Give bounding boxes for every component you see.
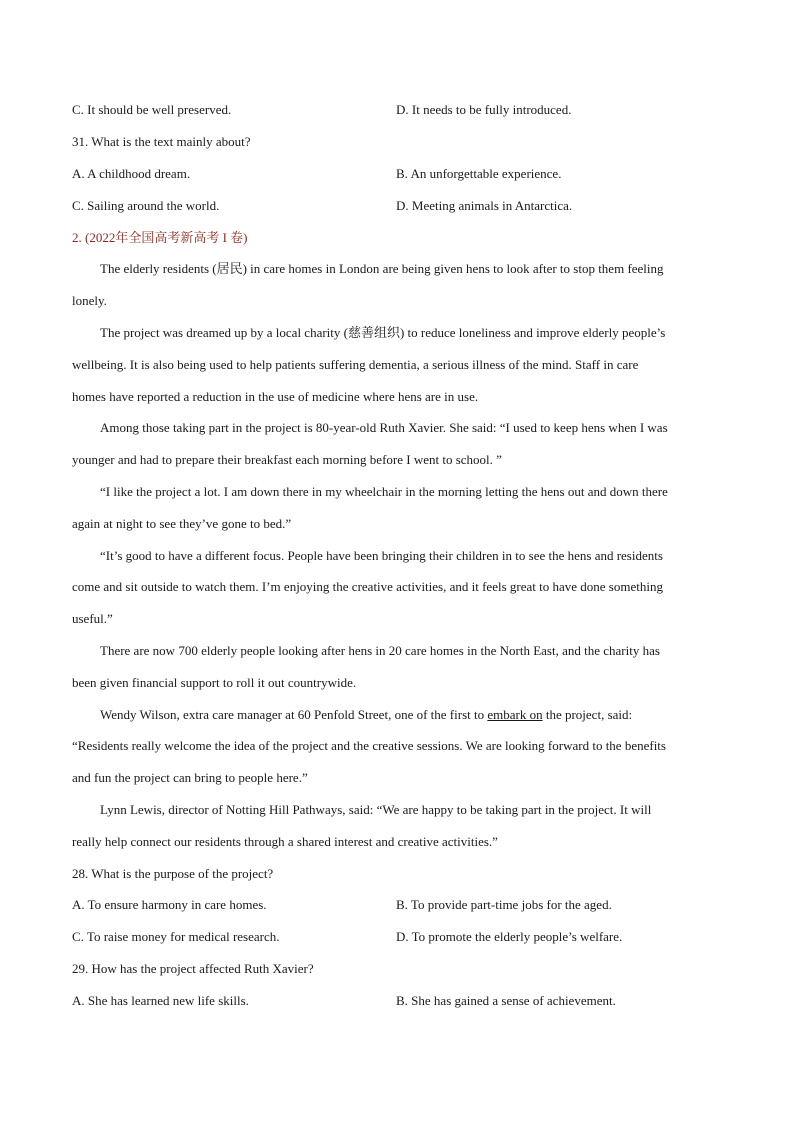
passage-line: homes have reported a reduction in the use of medicine where hens are in use.: [72, 389, 479, 404]
question-28-option-b: B. To provide part-time jobs for the aged.: [396, 897, 612, 912]
passage-line: again at night to see they’ve gone to bed.”: [72, 516, 292, 531]
section-heading: 2. (2022年全国高考新高考 I 卷): [72, 230, 248, 245]
passage-line: useful.”: [72, 611, 113, 626]
question-28-option-c: C. To raise money for medical research.: [72, 929, 280, 944]
passage-line: “Residents really welcome the idea of the project and the creative sessions. We are looking forward to the benefits: [72, 738, 666, 753]
passage-line: The elderly residents (居民) in care homes in London are being given hens to look after to stop them feeling: [100, 261, 664, 276]
underlined-phrase: embark on: [487, 707, 543, 722]
passage-line: really help connect our residents through a shared interest and creative activities.”: [72, 834, 498, 849]
question-28-option-d: D. To promote the elderly people’s welfare.: [396, 929, 623, 944]
passage-line: wellbeing. It is also being used to help patients suffering dementia, a serious illness of the mind. Staff in care: [72, 357, 639, 372]
question-31-option-c: C. Sailing around the world.: [72, 198, 220, 213]
question-29-option-b: B. She has gained a sense of achievement.: [396, 993, 616, 1008]
passage-line: The project was dreamed up by a local charity (慈善组织) to reduce loneliness and improve elderly people’s: [100, 325, 666, 340]
passage-line: and fun the project can bring to people here.”: [72, 770, 308, 785]
question-28-option-a: A. To ensure harmony in care homes.: [72, 897, 267, 912]
question-28-stem: 28. What is the purpose of the project?: [72, 866, 274, 881]
passage-line: lonely.: [72, 293, 107, 308]
question-31-stem: 31. What is the text mainly about?: [72, 134, 251, 149]
question-31-option-a: A. A childhood dream.: [72, 166, 191, 181]
passage-line: Among those taking part in the project is 80-year-old Ruth Xavier. She said: “I used to keep hens when I was: [100, 420, 668, 435]
passage-line: been given financial support to roll it out countrywide.: [72, 675, 357, 690]
passage-line: There are now 700 elderly people looking after hens in 20 care homes in the North East, and the charity has: [100, 643, 660, 658]
question-29-stem: 29. How has the project affected Ruth Xavier?: [72, 961, 314, 976]
passage-text: Wendy Wilson, extra care manager at 60 Penfold Street, one of the first to: [100, 707, 488, 722]
question-31-option-d: D. Meeting animals in Antarctica.: [396, 198, 573, 213]
passage-text: the project, said:: [542, 707, 633, 722]
passage-line: “It’s good to have a different focus. People have been bringing their children in to see the hens and residents: [100, 548, 663, 563]
passage-line: Lynn Lewis, director of Notting Hill Pathways, said: “We are happy to be taking part in the project. It will: [100, 802, 652, 817]
passage-line: younger and had to prepare their breakfast each morning before I went to school. ”: [72, 452, 502, 467]
option-c: C. It should be well preserved.: [72, 102, 232, 117]
passage-line: “I like the project a lot. I am down there in my wheelchair in the morning letting the hens out and down there: [100, 484, 668, 499]
passage-line: come and sit outside to watch them. I’m enjoying the creative activities, and it feels great to have done something: [72, 579, 663, 594]
passage-line: [100, 706, 632, 724]
question-31-option-b: B. An unforgettable experience.: [396, 166, 562, 181]
option-d: D. It needs to be fully introduced.: [396, 102, 572, 117]
question-29-option-a: A. She has learned new life skills.: [72, 993, 249, 1008]
